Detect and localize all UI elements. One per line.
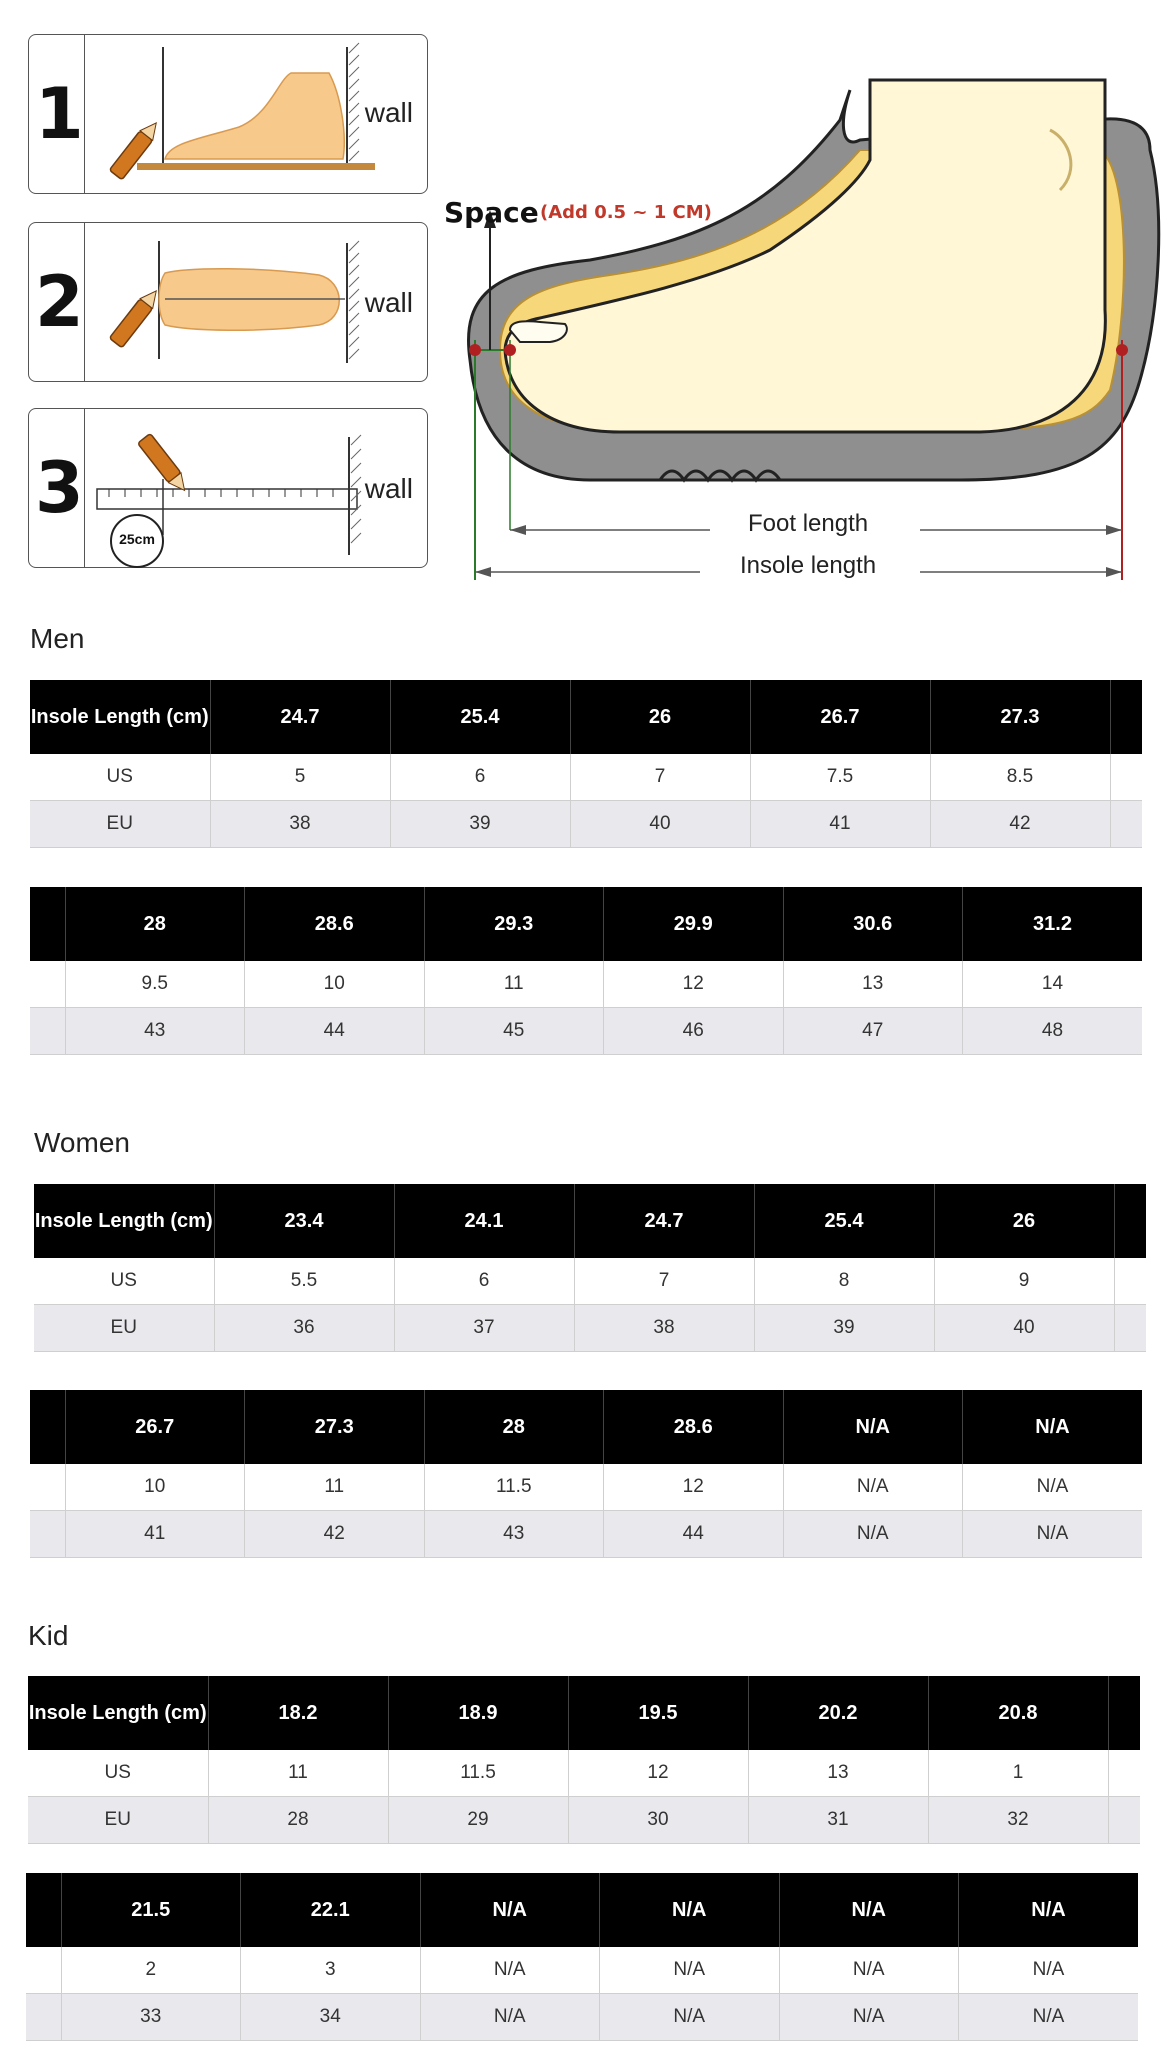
header-edge-cell	[1110, 680, 1142, 754]
edge-cell	[1108, 1797, 1140, 1844]
table-row-us	[34, 1258, 1146, 1305]
us-size-cell: 8.5	[930, 754, 1110, 801]
insole-length-cell: 24.7	[574, 1184, 754, 1258]
us-size-cell: 5.5	[214, 1258, 394, 1305]
us-size-cell: 13	[783, 961, 963, 1008]
edge-cell	[30, 1464, 65, 1511]
us-size-cell: 10	[245, 961, 425, 1008]
section-title-kid: Kid	[28, 1620, 69, 1651]
eu-size-cell: 38	[574, 1305, 754, 1352]
header-insole-length: Insole Length (cm)	[34, 1184, 214, 1258]
edge-cell	[26, 1947, 61, 1994]
us-size-cell: 11.5	[424, 1464, 604, 1511]
eu-size-cell: 44	[604, 1511, 784, 1558]
wall-label: wall	[364, 473, 413, 504]
insole-length-cell: 24.1	[394, 1184, 574, 1258]
eu-size-cell: 37	[394, 1305, 574, 1352]
table-row-eu	[34, 1305, 1146, 1352]
insole-length-cell: 23.4	[214, 1184, 394, 1258]
eu-size-cell: 29	[388, 1797, 568, 1844]
us-size-cell: 7	[574, 1258, 754, 1305]
foot-length-label: Foot length	[748, 510, 869, 537]
table-row-eu	[30, 1008, 1142, 1055]
us-size-cell: N/A	[959, 1947, 1139, 1994]
us-size-cell: 5	[210, 754, 390, 801]
table-row-us	[28, 1750, 1140, 1797]
us-size-cell: 9	[934, 1258, 1114, 1305]
edge-cell	[30, 1008, 65, 1055]
edge-cell	[1110, 801, 1142, 848]
insole-length-cell: N/A	[963, 1390, 1143, 1464]
us-size-cell: N/A	[963, 1464, 1143, 1511]
us-size-cell: 7	[570, 754, 750, 801]
edge-cell	[30, 961, 65, 1008]
us-size-cell: 11	[245, 1464, 425, 1511]
table-row-us	[30, 961, 1142, 1008]
header-insole-length: Insole Length (cm)	[28, 1676, 208, 1750]
insole-length-cell: N/A	[959, 1873, 1139, 1947]
insole-length-cell: N/A	[600, 1873, 780, 1947]
us-size-cell: 8	[754, 1258, 934, 1305]
us-size-cell: 11	[424, 961, 604, 1008]
edge-cell	[1114, 1258, 1146, 1305]
insole-length-label: Insole length	[740, 552, 877, 579]
eu-size-cell: 48	[963, 1008, 1143, 1055]
us-size-cell: N/A	[600, 1947, 780, 1994]
row-label-eu: EU	[28, 1797, 208, 1844]
eu-size-cell: 43	[65, 1008, 245, 1055]
women-size-table-2	[30, 1390, 1142, 1558]
edge-cell	[30, 1511, 65, 1558]
insole-length-cell: 31.2	[963, 887, 1143, 961]
insole-length-cell: 29.3	[424, 887, 604, 961]
insole-length-cell: 18.9	[388, 1676, 568, 1750]
step-2-panel	[28, 222, 428, 382]
table-row-eu	[30, 801, 1142, 848]
insole-length-cell: 20.8	[928, 1676, 1108, 1750]
eu-size-cell: 39	[754, 1305, 934, 1352]
insole-length-cell: 20.2	[748, 1676, 928, 1750]
table-row-us	[26, 1947, 1138, 1994]
insole-length-cell: N/A	[779, 1873, 959, 1947]
insole-length-cell: N/A	[783, 1390, 963, 1464]
header-edge-cell	[1114, 1184, 1146, 1258]
header-edge-cell	[26, 1873, 61, 1947]
wall-label: wall	[364, 287, 413, 318]
eu-size-cell: 40	[570, 801, 750, 848]
insole-length-cell: 27.3	[245, 1390, 425, 1464]
eu-size-cell: 38	[210, 801, 390, 848]
eu-size-cell: 42	[930, 801, 1110, 848]
insole-length-cell: 28	[65, 887, 245, 961]
us-size-cell: 3	[241, 1947, 421, 1994]
men-size-table-1	[30, 680, 1142, 848]
eu-size-cell: 46	[604, 1008, 784, 1055]
header-edge-cell	[1108, 1676, 1140, 1750]
eu-size-cell: N/A	[963, 1511, 1143, 1558]
insole-length-cell: 28.6	[604, 1390, 784, 1464]
us-size-cell: N/A	[779, 1947, 959, 1994]
us-size-cell: 12	[568, 1750, 748, 1797]
us-size-cell: 1	[928, 1750, 1108, 1797]
kid-size-table-2	[26, 1873, 1138, 2041]
eu-size-cell: N/A	[779, 1994, 959, 2041]
insole-length-cell: 26.7	[750, 680, 930, 754]
us-size-cell: N/A	[783, 1464, 963, 1511]
header-edge-cell	[30, 1390, 65, 1464]
insole-length-cell: 28.6	[245, 887, 425, 961]
eu-size-cell: 34	[241, 1994, 421, 2041]
row-label-us: US	[34, 1258, 214, 1305]
eu-size-cell: 32	[928, 1797, 1108, 1844]
insole-length-cell: 28	[424, 1390, 604, 1464]
eu-size-cell: 41	[750, 801, 930, 848]
eu-size-cell: N/A	[420, 1994, 600, 2041]
table-row-us	[30, 1464, 1142, 1511]
step-1-number: 1	[35, 73, 84, 155]
us-size-cell: 10	[65, 1464, 245, 1511]
us-size-cell: 14	[963, 961, 1143, 1008]
us-size-cell: 6	[390, 754, 570, 801]
edge-cell	[1114, 1305, 1146, 1352]
insole-length-cell: 21.5	[61, 1873, 241, 1947]
step-3-number: 3	[35, 447, 84, 529]
men-size-table-2	[30, 887, 1142, 1055]
eu-size-cell: 30	[568, 1797, 748, 1844]
us-size-cell: 11	[208, 1750, 388, 1797]
eu-size-cell: N/A	[600, 1994, 780, 2041]
section-title-men: Men	[30, 623, 85, 654]
kid-size-table-1	[28, 1676, 1140, 1844]
insole-length-cell: 25.4	[390, 680, 570, 754]
space-label: Space	[444, 196, 539, 229]
wall-label: wall	[364, 97, 413, 128]
eu-size-cell: 42	[245, 1511, 425, 1558]
ruler-measure-label: 25cm	[119, 531, 155, 547]
row-label-eu: EU	[30, 801, 210, 848]
step-1-panel	[28, 34, 428, 194]
table-row-us	[30, 754, 1142, 801]
row-label-us: US	[30, 754, 210, 801]
us-size-cell: 6	[394, 1258, 574, 1305]
step-2-number: 2	[35, 261, 84, 343]
table-row-eu	[30, 1511, 1142, 1558]
insole-length-cell: 30.6	[783, 887, 963, 961]
us-size-cell: 12	[604, 961, 784, 1008]
eu-size-cell: N/A	[959, 1994, 1139, 2041]
table-row-eu	[26, 1994, 1138, 2041]
us-size-cell: 13	[748, 1750, 928, 1797]
insole-length-cell: 26.7	[65, 1390, 245, 1464]
us-size-cell: 9.5	[65, 961, 245, 1008]
eu-size-cell: N/A	[783, 1511, 963, 1558]
edge-cell	[26, 1994, 61, 2041]
eu-size-cell: 47	[783, 1008, 963, 1055]
row-label-us: US	[28, 1750, 208, 1797]
us-size-cell: 2	[61, 1947, 241, 1994]
insole-length-cell: 26	[570, 680, 750, 754]
us-size-cell: 7.5	[750, 754, 930, 801]
edge-cell	[1108, 1750, 1140, 1797]
eu-size-cell: 28	[208, 1797, 388, 1844]
us-size-cell: 11.5	[388, 1750, 568, 1797]
eu-size-cell: 31	[748, 1797, 928, 1844]
eu-size-cell: 45	[424, 1008, 604, 1055]
insole-length-cell: 26	[934, 1184, 1114, 1258]
space-note: (Add 0.5 ~ 1 CM)	[540, 202, 712, 223]
eu-size-cell: 33	[61, 1994, 241, 2041]
us-size-cell: N/A	[420, 1947, 600, 1994]
insole-length-cell: N/A	[420, 1873, 600, 1947]
eu-size-cell: 36	[214, 1305, 394, 1352]
header-insole-length: Insole Length (cm)	[30, 680, 210, 754]
row-label-eu: EU	[34, 1305, 214, 1352]
eu-size-cell: 39	[390, 801, 570, 848]
insole-length-cell: 18.2	[208, 1676, 388, 1750]
insole-length-cell: 29.9	[604, 887, 784, 961]
section-title-women: Women	[34, 1127, 130, 1158]
edge-cell	[1110, 754, 1142, 801]
women-size-table-1	[34, 1184, 1146, 1352]
insole-length-cell: 24.7	[210, 680, 390, 754]
header-edge-cell	[30, 887, 65, 961]
eu-size-cell: 41	[65, 1511, 245, 1558]
table-row-eu	[28, 1797, 1140, 1844]
us-size-cell: 12	[604, 1464, 784, 1511]
eu-size-cell: 44	[245, 1008, 425, 1055]
insole-length-cell: 19.5	[568, 1676, 748, 1750]
measuring-illustration	[0, 0, 1176, 600]
insole-length-cell: 22.1	[241, 1873, 421, 1947]
insole-length-cell: 25.4	[754, 1184, 934, 1258]
step-3-panel	[28, 408, 428, 568]
eu-size-cell: 43	[424, 1511, 604, 1558]
insole-length-cell: 27.3	[930, 680, 1110, 754]
eu-size-cell: 40	[934, 1305, 1114, 1352]
